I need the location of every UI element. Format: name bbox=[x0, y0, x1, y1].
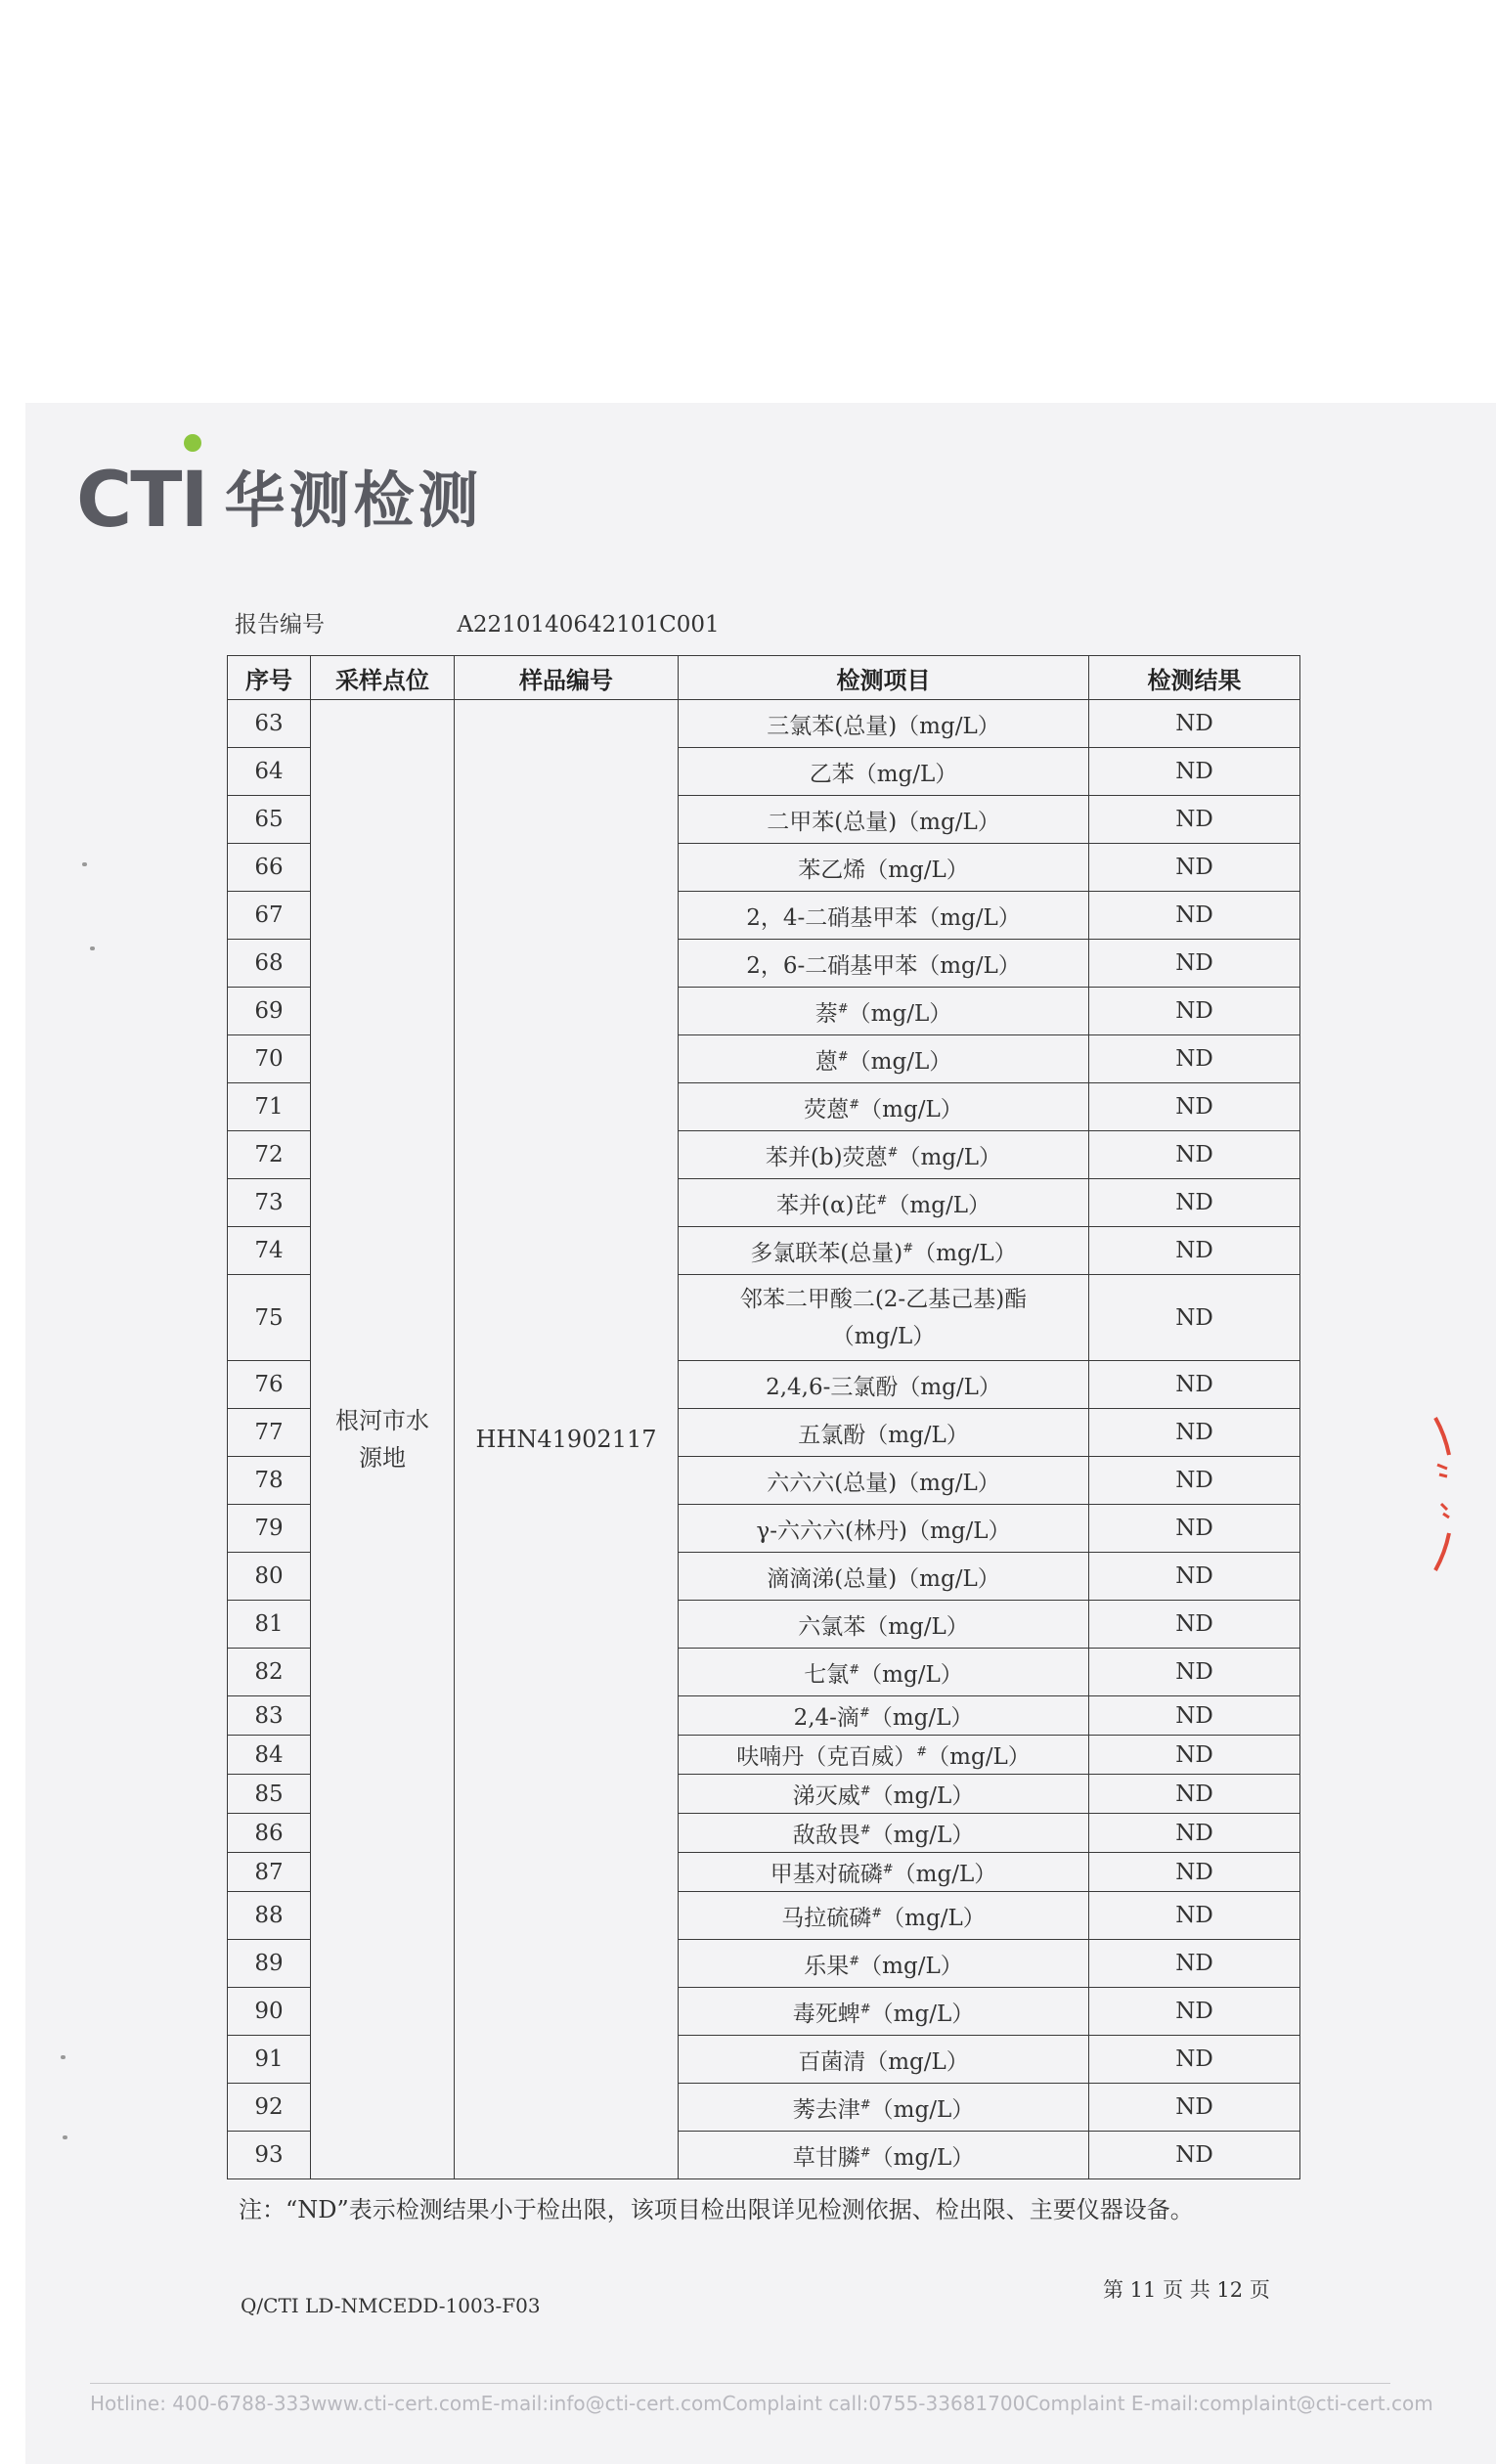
test-item-cell bbox=[679, 1505, 1089, 1553]
test-result-cell: ND bbox=[1089, 988, 1300, 1035]
test-item-name: 草甘膦 bbox=[792, 2144, 860, 2171]
test-result-cell: ND bbox=[1089, 1409, 1300, 1457]
test-item-name: 百菌清（mg/L） bbox=[798, 2048, 969, 2075]
subcontract-mark: # bbox=[876, 1192, 888, 1208]
row-number: 67 bbox=[228, 892, 311, 940]
logo-dot bbox=[184, 434, 201, 452]
row-number: 81 bbox=[228, 1601, 311, 1649]
test-item-name: 荧蒽 bbox=[804, 1096, 850, 1122]
subcontract-mark: # bbox=[859, 1823, 871, 1838]
test-item-name: 六氯苯（mg/L） bbox=[798, 1613, 969, 1640]
test-item-unit: （mg/L） bbox=[870, 2096, 975, 2123]
test-result-cell: ND bbox=[1089, 1892, 1300, 1940]
test-result-cell: ND bbox=[1089, 844, 1300, 892]
company-logo bbox=[76, 452, 483, 545]
test-result-cell: ND bbox=[1089, 1553, 1300, 1601]
test-item-name: 2，6-二硝基甲苯（mg/L） bbox=[746, 952, 1021, 979]
row-number: 75 bbox=[228, 1275, 311, 1361]
subcontract-mark: # bbox=[858, 1705, 870, 1721]
row-number: 79 bbox=[228, 1505, 311, 1553]
test-item-cell bbox=[679, 1275, 1089, 1361]
table-header-row bbox=[228, 656, 1300, 700]
test-item-name: 2，4-二硝基甲苯（mg/L） bbox=[746, 904, 1021, 931]
subcontract-mark: # bbox=[871, 1905, 883, 1920]
test-item-name: 敌敌畏 bbox=[792, 1823, 860, 1848]
row-number: 63 bbox=[228, 700, 311, 748]
test-result-cell: ND bbox=[1089, 748, 1300, 796]
row-number: 70 bbox=[228, 1035, 311, 1083]
test-item-cell bbox=[679, 1696, 1089, 1736]
footer-website: www.cti-cert.com bbox=[311, 2392, 481, 2415]
test-item-unit: （mg/L） bbox=[848, 1048, 952, 1075]
subcontract-mark: # bbox=[859, 2144, 871, 2160]
subcontract-mark: # bbox=[849, 1661, 860, 1677]
test-item-name: 莠去津 bbox=[792, 2096, 860, 2123]
test-item-name: 蒽 bbox=[814, 1048, 838, 1075]
report-number-line bbox=[235, 606, 720, 638]
row-number: 91 bbox=[228, 2036, 311, 2084]
subcontract-mark: # bbox=[837, 1048, 849, 1064]
test-item-cell bbox=[679, 1361, 1089, 1409]
test-item-unit: （mg/L） bbox=[887, 1192, 990, 1218]
table-body bbox=[228, 700, 1300, 2179]
test-item-cell bbox=[679, 1601, 1089, 1649]
test-item-unit: （mg/L） bbox=[893, 1862, 997, 1887]
test-result-cell: ND bbox=[1089, 1601, 1300, 1649]
row-number: 89 bbox=[228, 1940, 311, 1988]
sampling-site-cell: 根河市水源地 bbox=[311, 700, 455, 2179]
row-number: 84 bbox=[228, 1736, 311, 1775]
test-item-name: 苯乙烯（mg/L） bbox=[798, 857, 969, 883]
test-item-unit: （mg/L） bbox=[870, 2001, 975, 2027]
test-result-cell: ND bbox=[1089, 1179, 1300, 1227]
results-table bbox=[227, 655, 1300, 2179]
subcontract-mark: # bbox=[859, 1783, 871, 1799]
subcontract-mark: # bbox=[902, 1240, 914, 1255]
header-sampling-site: 采样点位 bbox=[311, 656, 455, 700]
test-item-cell bbox=[679, 1457, 1089, 1505]
test-result-cell: ND bbox=[1089, 1649, 1300, 1696]
header-test-item: 检测项目 bbox=[679, 656, 1089, 700]
row-number: 80 bbox=[228, 1553, 311, 1601]
test-item-cell bbox=[679, 1853, 1089, 1892]
test-item-name: 二甲苯(总量)（mg/L） bbox=[767, 809, 1000, 835]
test-result-cell: ND bbox=[1089, 1736, 1300, 1775]
test-item-name: 马拉硫磷 bbox=[781, 1905, 872, 1931]
test-result-cell: ND bbox=[1089, 1940, 1300, 1988]
row-number: 88 bbox=[228, 1892, 311, 1940]
test-result-cell: ND bbox=[1089, 1457, 1300, 1505]
test-item-cell bbox=[679, 1179, 1089, 1227]
table-row bbox=[228, 700, 1300, 748]
test-item-name: 萘 bbox=[814, 1000, 838, 1027]
subcontract-mark: # bbox=[859, 2096, 871, 2112]
test-item-name: 滴滴涕(总量)（mg/L） bbox=[767, 1565, 1000, 1592]
test-result-cell: ND bbox=[1089, 1131, 1300, 1179]
row-number: 77 bbox=[228, 1409, 311, 1457]
subcontract-mark: # bbox=[849, 1953, 860, 1968]
row-number: 92 bbox=[228, 2084, 311, 2132]
test-item-name: 甲基对硫磷 bbox=[770, 1862, 883, 1887]
footnote: 注：“ND”表示检测结果小于检出限，该项目检出限详见检测依据、检出限、主要仪器设备。 bbox=[239, 2196, 1194, 2223]
test-item-name: γ-六六六(林丹)（mg/L） bbox=[756, 1518, 1011, 1544]
form-number: Q/CTI LD-NMCEDD-1003-F03 bbox=[241, 2294, 541, 2317]
test-item-name: 五氯酚（mg/L） bbox=[798, 1422, 969, 1448]
test-item-cell bbox=[679, 1553, 1089, 1601]
test-item-cell bbox=[679, 844, 1089, 892]
row-number: 76 bbox=[228, 1361, 311, 1409]
page-number: 第 11 页 共 12 页 bbox=[1103, 2278, 1270, 2302]
test-item-name: 七氯 bbox=[804, 1661, 850, 1688]
test-result-cell: ND bbox=[1089, 1083, 1300, 1131]
row-number: 66 bbox=[228, 844, 311, 892]
test-result-cell: ND bbox=[1089, 1035, 1300, 1083]
test-item-unit: （mg/L） bbox=[870, 1823, 975, 1848]
row-number: 90 bbox=[228, 1988, 311, 2036]
test-item-name: 乙苯（mg/L） bbox=[809, 761, 958, 787]
test-item-cell bbox=[679, 1814, 1089, 1853]
test-item-cell bbox=[679, 1940, 1089, 1988]
test-item-name: 乐果 bbox=[804, 1953, 850, 1979]
report-number-label: 报告编号 bbox=[235, 612, 325, 638]
test-item-unit: （mg/L） bbox=[859, 1953, 963, 1979]
test-result-cell: ND bbox=[1089, 1505, 1300, 1553]
test-item-name: 三氯苯(总量)（mg/L） bbox=[767, 713, 1000, 739]
test-item-cell bbox=[679, 1409, 1089, 1457]
test-item-unit: （mg/L） bbox=[859, 1096, 963, 1122]
row-number: 69 bbox=[228, 988, 311, 1035]
test-item-name: 毒死蜱 bbox=[792, 2001, 860, 2027]
footer-complaint-email: Complaint E-mail:complaint@cti-cert.com bbox=[1025, 2392, 1433, 2415]
test-item-cell bbox=[679, 2132, 1089, 2179]
subcontract-mark: # bbox=[837, 1000, 849, 1016]
test-result-cell: ND bbox=[1089, 2084, 1300, 2132]
test-result-cell: ND bbox=[1089, 2036, 1300, 2084]
test-item-unit: （mg/L） bbox=[913, 1240, 1017, 1266]
row-number: 74 bbox=[228, 1227, 311, 1275]
test-result-cell: ND bbox=[1089, 700, 1300, 748]
test-item-cell bbox=[679, 2036, 1089, 2084]
test-item-cell bbox=[679, 1892, 1089, 1940]
row-number: 78 bbox=[228, 1457, 311, 1505]
test-item-cell bbox=[679, 892, 1089, 940]
subcontract-mark: # bbox=[916, 1744, 928, 1760]
test-item-cell bbox=[679, 1736, 1089, 1775]
test-item-cell bbox=[679, 700, 1089, 748]
row-number: 73 bbox=[228, 1179, 311, 1227]
test-item-cell bbox=[679, 796, 1089, 844]
test-item-cell bbox=[679, 1227, 1089, 1275]
test-result-cell: ND bbox=[1089, 2132, 1300, 2179]
test-item-name: 呋喃丹（克百威） bbox=[736, 1744, 917, 1770]
footer-hotline: Hotline: 400-6788-333 bbox=[90, 2392, 311, 2415]
header-test-result: 检测结果 bbox=[1089, 656, 1300, 700]
test-item-name: 苯并(b)荧蒽 bbox=[765, 1144, 888, 1170]
row-number: 64 bbox=[228, 748, 311, 796]
test-item-unit: （mg/L） bbox=[869, 1705, 974, 1731]
test-item-unit: （mg/L） bbox=[859, 1661, 963, 1688]
test-item-name: 苯并(α)芘 bbox=[776, 1192, 877, 1218]
test-item-unit: （mg/L） bbox=[898, 1144, 1002, 1170]
contact-footer bbox=[90, 2392, 1433, 2415]
test-result-cell: ND bbox=[1089, 1775, 1300, 1814]
row-number: 87 bbox=[228, 1853, 311, 1892]
test-result-cell: ND bbox=[1089, 1853, 1300, 1892]
subcontract-mark: # bbox=[859, 2001, 871, 2016]
test-result-cell: ND bbox=[1089, 892, 1300, 940]
test-item-unit: （mg/L） bbox=[831, 1323, 936, 1349]
test-item-name: 2,4-滴 bbox=[793, 1705, 859, 1731]
row-number: 85 bbox=[228, 1775, 311, 1814]
header-no: 序号 bbox=[228, 656, 311, 700]
test-result-cell: ND bbox=[1089, 796, 1300, 844]
test-item-cell bbox=[679, 1083, 1089, 1131]
test-result-cell: ND bbox=[1089, 1361, 1300, 1409]
test-item-name: 邻苯二甲酸二(2-乙基己基)酯 bbox=[739, 1286, 1028, 1312]
footer-complaint-call: Complaint call:0755-33681700 bbox=[722, 2392, 1026, 2415]
test-item-name: 六六六(总量)（mg/L） bbox=[767, 1470, 1000, 1496]
test-item-cell bbox=[679, 748, 1089, 796]
test-result-cell: ND bbox=[1089, 1275, 1300, 1361]
test-item-unit: （mg/L） bbox=[927, 1744, 1031, 1770]
test-result-cell: ND bbox=[1089, 1696, 1300, 1736]
test-item-unit: （mg/L） bbox=[848, 1000, 952, 1027]
test-result-cell: ND bbox=[1089, 940, 1300, 988]
subcontract-mark: # bbox=[882, 1862, 894, 1877]
test-result-cell: ND bbox=[1089, 1988, 1300, 2036]
test-item-unit: （mg/L） bbox=[870, 2144, 975, 2171]
report-number-value: A2210140642101C001 bbox=[457, 612, 720, 638]
row-number: 93 bbox=[228, 2132, 311, 2179]
test-item-cell bbox=[679, 1775, 1089, 1814]
subcontract-mark: # bbox=[849, 1096, 860, 1112]
row-number: 71 bbox=[228, 1083, 311, 1131]
test-item-cell bbox=[679, 1035, 1089, 1083]
test-item-cell bbox=[679, 1649, 1089, 1696]
footer-divider bbox=[90, 2383, 1390, 2384]
test-item-unit: （mg/L） bbox=[882, 1905, 986, 1931]
logo-chinese-name: 华测检测 bbox=[224, 464, 483, 536]
row-number: 83 bbox=[228, 1696, 311, 1736]
row-number: 65 bbox=[228, 796, 311, 844]
subcontract-mark: # bbox=[887, 1144, 899, 1160]
row-number: 68 bbox=[228, 940, 311, 988]
header-sample-id: 样品编号 bbox=[455, 656, 679, 700]
test-item-cell bbox=[679, 2084, 1089, 2132]
seal-stamp-edge bbox=[1431, 1416, 1455, 1572]
test-item-name: 2,4,6-三氯酚（mg/L） bbox=[766, 1374, 1001, 1400]
test-item-name: 涕灭威 bbox=[792, 1783, 860, 1809]
test-item-unit: （mg/L） bbox=[870, 1783, 975, 1809]
row-number: 86 bbox=[228, 1814, 311, 1853]
test-item-cell bbox=[679, 940, 1089, 988]
test-result-cell: ND bbox=[1089, 1814, 1300, 1853]
test-item-cell bbox=[679, 988, 1089, 1035]
logo-brand: CTI bbox=[76, 457, 207, 545]
test-item-cell bbox=[679, 1131, 1089, 1179]
test-item-name: 多氯联苯(总量) bbox=[750, 1240, 903, 1266]
row-number: 82 bbox=[228, 1649, 311, 1696]
test-item-cell bbox=[679, 1988, 1089, 2036]
row-number: 72 bbox=[228, 1131, 311, 1179]
footer-email: E-mail:info@cti-cert.com bbox=[480, 2392, 723, 2415]
test-result-cell: ND bbox=[1089, 1227, 1300, 1275]
sample-id-cell: HHN41902117 bbox=[455, 700, 679, 2179]
